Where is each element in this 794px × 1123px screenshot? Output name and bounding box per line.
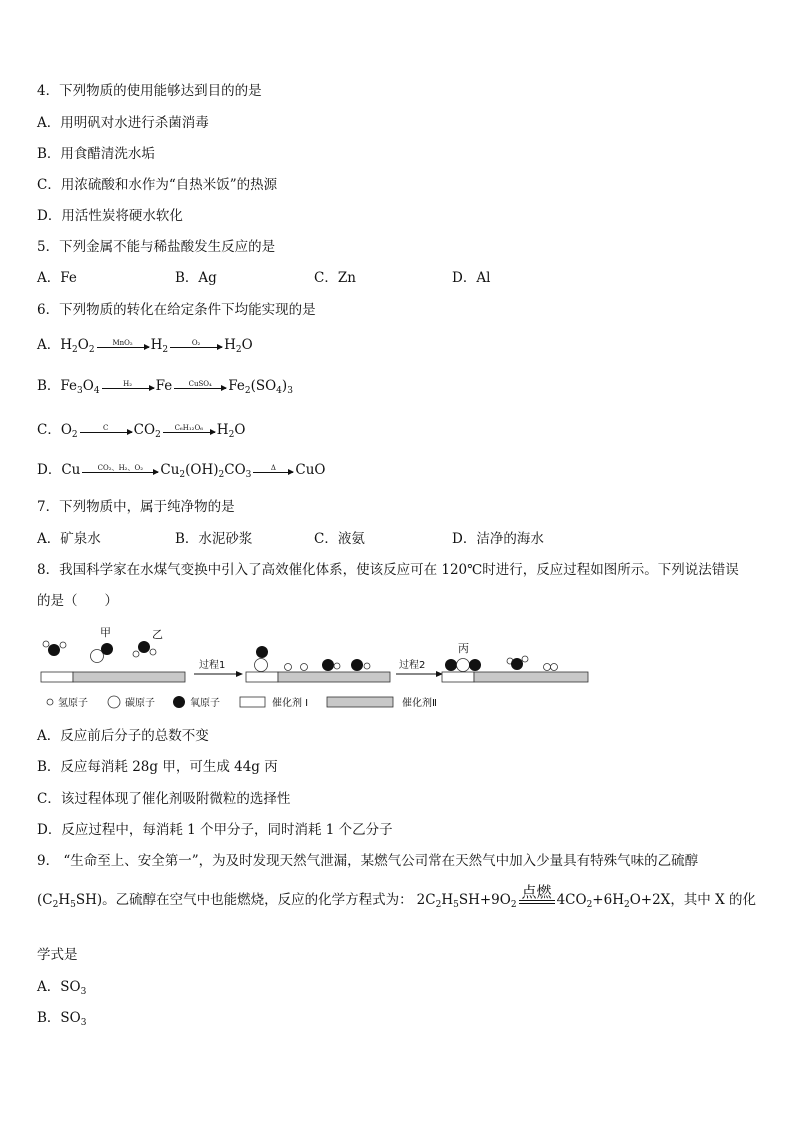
reaction-process-figure <box>36 622 596 714</box>
legend-catalyst-1-swatch <box>240 697 265 707</box>
hydrogen-atom <box>133 651 139 657</box>
q4-option-a: A．用明矾对水进行杀菌消毒 <box>37 115 209 131</box>
catalyst-2-segment <box>73 672 185 682</box>
q6-option-d: D． Cu CO₂、H₂、O₂ $Cu_2(OH)_2CO_3$ Δ CuO <box>37 462 326 480</box>
hydrogen-atom <box>285 664 292 671</box>
q5-stem: 5．下列金属不能与稀盐酸发生反应的是 <box>37 239 276 255</box>
q7-option-a: A．矿泉水 <box>37 531 101 547</box>
q6-stem: 6．下列物质的转化在给定条件下均能实现的是 <box>37 302 316 318</box>
hydrogen-atom <box>551 664 558 671</box>
q9-option-a: A．$SO_3$ <box>37 979 87 997</box>
q7-option-d: D．洁净的海水 <box>452 531 544 547</box>
legend-hydrogen-label: 氢原子 <box>58 698 88 709</box>
label-process-2: 过程2 <box>399 660 426 671</box>
q6-option-c: C． $O_2$ C $CO_2$ C₆H₁₂O₆ $H_2O$ <box>37 422 246 440</box>
label-yi: 乙 <box>152 628 163 641</box>
reaction-arrow: C <box>80 424 132 438</box>
catalyst-2-segment <box>474 672 588 682</box>
catalyst-1-segment <box>246 672 278 682</box>
q7-option-b: B．水泥砂浆 <box>175 531 253 547</box>
q6-option-a: A． $H_2O_2$ MnO₂ $H_2$ O₂ $H_2O$ <box>37 337 253 355</box>
q5-option-d: D．Al <box>452 270 491 286</box>
reaction-arrow: CO₂、H₂、O₂ <box>82 464 158 478</box>
q9-stem-line2: $(C_2H_5SH)$。乙硫醇在空气中也能燃烧，反应的化学方程式为： $2C_2H_5SH+9O_2$ 点燃 $4CO_2+6H_2O+2X$ ，其中 X 的化 <box>37 883 757 910</box>
q8-option-d: D．反应过程中，每消耗 1 个甲分子，同时消耗 1 个乙分子 <box>37 822 393 838</box>
label-bing: 丙 <box>458 642 469 655</box>
oxygen-atom <box>445 659 457 671</box>
q8-option-b: B．反应每消耗 28g 甲，可生成 44g 丙 <box>37 759 278 775</box>
q9-stem-line1: 9． “生命至上、安全第一”，为及时发现天然气泄漏，某燃气公司常在天然气中加入少量具有特殊气味的乙硫醇 <box>37 853 699 869</box>
q9-option-b: B．$SO_3$ <box>37 1010 87 1028</box>
oxygen-atom <box>351 659 363 671</box>
q8-stem-line2: 的是（ ） <box>37 593 118 609</box>
carbon-atom <box>457 659 470 672</box>
reaction-arrow: CuSO₄ <box>174 380 226 394</box>
ignition-condition: 点燃 <box>519 884 555 908</box>
hydrogen-atom <box>544 664 551 671</box>
catalyst-1-segment <box>442 672 474 682</box>
legend-catalyst-2-swatch <box>327 697 393 707</box>
q8-option-a: A．反应前后分子的总数不变 <box>37 728 209 744</box>
process-1-arrowhead <box>236 671 243 677</box>
reaction-arrow: O₂ <box>170 339 222 353</box>
oxygen-atom <box>511 658 523 670</box>
q5-option-a: A．Fe <box>37 270 77 286</box>
hydrogen-atom <box>150 649 156 655</box>
hydrogen-atom <box>60 642 66 648</box>
legend-oxygen-label: 氧原子 <box>190 698 220 709</box>
q4-option-d: D．用活性炭将硬水软化 <box>37 208 183 224</box>
catalyst-1-segment <box>41 672 73 682</box>
oxygen-atom <box>256 646 268 658</box>
legend-carbon-icon <box>108 696 120 708</box>
q7-option-c: C．液氨 <box>314 531 365 547</box>
reaction-arrow: H₂ <box>102 380 154 394</box>
reaction-arrow: C₆H₁₂O₆ <box>163 424 215 438</box>
q5-option-c: C．Zn <box>314 270 356 286</box>
legend-catalyst-2-label: 催化剂Ⅱ <box>402 698 437 709</box>
oxygen-atom <box>48 644 60 656</box>
q6-option-b: B． $Fe_3O_4$ H₂ Fe CuSO₄ $Fe_2(SO_4)_3$ <box>37 378 293 396</box>
label-process-1: 过程1 <box>199 660 226 671</box>
oxygen-atom <box>322 659 334 671</box>
oxygen-atom <box>101 643 113 655</box>
hydrogen-atom <box>334 663 340 669</box>
q8-stem-line1: 8．我国科学家在水煤气变换中引入了高效催化体系，使该反应可在 120℃时进行，反应过程如图所示。下列说法错误 <box>37 562 739 578</box>
oxygen-atom <box>138 641 150 653</box>
q7-stem: 7．下列物质中，属于纯净物的是 <box>37 499 235 515</box>
catalyst-2-segment <box>278 672 390 682</box>
legend-carbon-label: 碳原子 <box>125 698 155 709</box>
q4-stem: 4．下列物质的使用能够达到目的的是 <box>37 83 262 99</box>
q5-option-b: B．Ag <box>175 270 217 286</box>
legend-catalyst-1-label: 催化剂 I <box>272 698 309 709</box>
q4-option-c: C．用浓硫酸和水作为“自热米饭”的热源 <box>37 177 278 193</box>
reaction-arrow: MnO₂ <box>97 339 149 353</box>
reaction-arrow: Δ <box>253 464 293 478</box>
hydrogen-atom <box>43 641 49 647</box>
hydrogen-atom <box>364 663 370 669</box>
oxygen-atom <box>469 659 481 671</box>
hydrogen-atom <box>301 664 308 671</box>
hydrogen-atom <box>522 656 528 662</box>
legend-oxygen-icon <box>173 696 185 708</box>
legend-hydrogen-icon <box>47 699 53 705</box>
carbon-atom <box>255 659 268 672</box>
label-jia: 甲 <box>100 626 111 639</box>
q9-stem-line3: 学式是 <box>37 947 78 963</box>
q8-option-c: C．该过程体现了催化剂吸附微粒的选择性 <box>37 791 291 807</box>
q4-option-b: B．用食醋清洗水垢 <box>37 146 155 162</box>
